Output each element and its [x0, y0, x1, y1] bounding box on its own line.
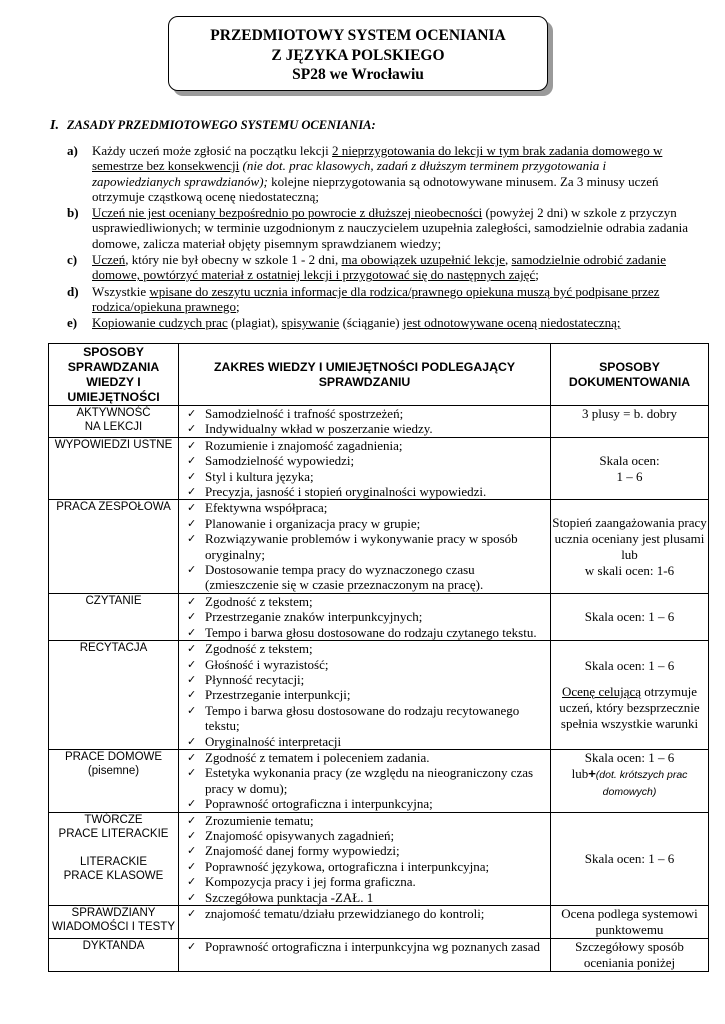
documentation-underlined: Ocenę celującą [562, 684, 642, 700]
title-line-1: PRZEDMIOTOWY SYSTEM OCENIANIA [210, 27, 506, 44]
check-icon: ✓ [187, 563, 197, 577]
check-icon: ✓ [187, 454, 197, 468]
row-category [49, 906, 179, 939]
check-icon: ✓ [187, 734, 197, 748]
criteria-text: Efektywna współpraca; [205, 500, 328, 516]
row-category [49, 939, 179, 972]
criteria-item [179, 516, 546, 531]
rule-letter: e) [67, 315, 78, 331]
criteria-text: Zgodność z tematem i poleceniem zadania. [205, 749, 430, 765]
check-icon: ✓ [187, 657, 197, 671]
row-documentation [551, 641, 709, 750]
check-icon: ✓ [187, 813, 197, 827]
criteria-text: Płynność recytacji; [205, 671, 305, 687]
criteria-text: Znajomość opisywanych zagadnień; [205, 827, 395, 843]
criteria-list [179, 641, 550, 749]
criteria-text: Rozwiązywanie problemów i wykonywanie pracy w sposób oryginalny; [205, 531, 518, 562]
row-criteria [179, 500, 551, 593]
plus-sign: + [588, 765, 596, 781]
category-label: PRACE KLASOWE [63, 869, 164, 882]
criteria-text: Przestrzeganie interpunkcji; [205, 687, 351, 703]
check-icon: ✓ [187, 940, 197, 953]
category-label: DYKTANDA [82, 940, 145, 952]
rule-text: (ściąganie) [339, 315, 403, 331]
row-criteria [179, 939, 551, 972]
criteria-item [179, 438, 546, 453]
rule-b [67, 205, 692, 251]
documentation-text: Skala ocen: 1 – 6 [584, 658, 675, 674]
criteria-item [179, 609, 546, 624]
rule-text: (plagiat), [227, 315, 282, 331]
rule-letter: a) [67, 143, 78, 158]
criteria-list [179, 500, 550, 592]
category-label: RECYTACJA [79, 642, 148, 655]
rules-list [67, 143, 692, 332]
criteria-text: Kompozycja pracy i jej forma graficzna. [205, 874, 416, 890]
check-icon: ✓ [187, 625, 197, 639]
rule-text-italic: (nie dot. prac klasowych, zadań z dłuższym terminem przygotowania i zapowiedzianych sprawdzianów); [92, 158, 607, 189]
row-category [49, 437, 179, 500]
rule-letter: c) [67, 252, 78, 268]
criteria-list [179, 406, 550, 437]
criteria-text: Rozumienie i znajomość zagadnienia; [205, 437, 403, 453]
rule-e [67, 315, 692, 330]
documentation-text: otrzymuje uczeń, który bezsprzecznie spełnia wszystkie warunki [559, 684, 700, 732]
criteria-item [179, 874, 546, 889]
criteria-text: Tempo i barwa głosu dostosowane do rodzaju czytanego tekstu. [205, 624, 537, 640]
criteria-text: Indywidualny wkład w poszerzanie wiedzy. [205, 421, 433, 437]
criteria-text: Poprawność ortograficzna i interpunkcyjna wg poznanych zasad [205, 939, 540, 954]
check-icon: ✓ [187, 766, 197, 780]
check-icon: ✓ [187, 703, 197, 717]
category-label: SPRAWDZIANY [71, 907, 156, 919]
category-label: LITERACKIE [79, 855, 148, 868]
rule-text-underlined: Kopiowanie cudzych prac [92, 315, 228, 331]
table-row [49, 812, 709, 905]
title-line-2: Z JĘZYKA POLSKIEGO [271, 46, 445, 64]
documentation-text: Skala ocen: 1 – 6 [584, 608, 675, 624]
criteria-text: Zgodność z tekstem; [205, 641, 313, 657]
criteria-text: Zgodność z tekstem; [205, 593, 313, 609]
criteria-text: Poprawność językowa, ortograficzna i interpunkcyjna; [205, 858, 490, 874]
document-title-box [168, 16, 548, 91]
criteria-item [179, 939, 546, 954]
category-label: TWÓRCZE [84, 813, 143, 826]
criteria-text: Planowanie i organizacja pracy w grupie; [205, 515, 421, 531]
category-label: WIADOMOŚCI I TESTY [51, 921, 176, 933]
criteria-list [179, 939, 550, 954]
criteria-item [179, 406, 546, 421]
header-scope: ZAKRES WIEDZY I UMIEJĘTNOŚCI PODLEGAJĄCY SPRAWDZANIU [179, 344, 551, 406]
check-icon: ✓ [187, 844, 197, 858]
row-criteria [179, 406, 551, 438]
criteria-list [179, 813, 550, 905]
criteria-text: Poprawność ortograficzna i interpunkcyjna; [205, 796, 433, 812]
check-icon: ✓ [187, 516, 197, 530]
check-icon: ✓ [187, 672, 197, 686]
rule-text: ; [236, 298, 240, 314]
documentation-text: Skala ocen: [599, 452, 660, 468]
rule-text: , [504, 252, 512, 268]
rule-text-underlined: spisywanie [281, 315, 340, 331]
criteria-item [179, 500, 546, 515]
row-documentation [551, 939, 709, 972]
table-row [49, 641, 709, 750]
rule-text: , który nie był obecny w szkole 1 - 2 dni, [125, 252, 342, 268]
category-label: PRACE LITERACKIE [58, 827, 169, 840]
section-number: I. [50, 118, 59, 133]
criteria-item [179, 421, 546, 436]
check-icon: ✓ [187, 469, 197, 483]
rule-text-underlined: jest odnotowywane oceną niedostateczną; [402, 315, 621, 331]
row-category [49, 406, 179, 438]
criteria-list [179, 438, 550, 500]
criteria-text: Szczegółowa punktacja -ZAŁ. 1 [205, 889, 374, 905]
table-row [49, 437, 709, 500]
table-row [49, 939, 709, 972]
criteria-text: Samodzielność wypowiedzi; [205, 453, 355, 469]
row-documentation [551, 906, 709, 939]
rule-c [67, 252, 692, 283]
table-row [49, 906, 709, 939]
rule-text: ; [535, 267, 539, 283]
row-criteria [179, 749, 551, 812]
criteria-item [179, 484, 546, 499]
category-label: WYPOWIEDZI USTNE [54, 438, 173, 451]
criteria-item [179, 813, 546, 828]
rule-text: Wszystkie [92, 283, 150, 299]
criteria-text: Estetyka wykonania pracy (ze względu na nieograniczony czas pracy w domu); [205, 765, 534, 796]
check-icon: ✓ [187, 610, 197, 624]
table-body [49, 406, 709, 972]
check-icon: ✓ [187, 859, 197, 873]
criteria-text: znajomość tematu/działu przewidzianego do kontroli; [205, 906, 485, 921]
row-criteria [179, 906, 551, 939]
criteria-text: Styl i kultura języka; [205, 468, 314, 484]
row-criteria [179, 641, 551, 750]
criteria-text: Głośność i wyrazistość; [205, 656, 329, 672]
check-icon: ✓ [187, 422, 197, 436]
category-label: PRACE DOMOWE [64, 750, 163, 763]
rule-a [67, 143, 692, 204]
criteria-text: Zrozumienie tematu; [205, 812, 314, 828]
rule-text-underlined: 2 nieprzygotowania do lekcji w tym brak zadania domowego w semestrze bez konsekwencji [92, 143, 663, 174]
documentation-text: 1 – 6 [616, 468, 643, 484]
check-icon: ✓ [187, 797, 197, 811]
rule-text-underlined: Uczeń nie jest oceniany bezpośrednio po powrocie z dłuższej nieobecności [92, 205, 483, 221]
criteria-item [179, 765, 546, 796]
criteria-item [179, 657, 546, 672]
row-criteria [179, 437, 551, 500]
check-icon: ✓ [187, 407, 197, 420]
criteria-list [179, 906, 550, 921]
criteria-text: Dostosowanie tempa pracy do wyznaczonego czasu (zmieszczenie się w czasie przeznaczonym na pracę). [205, 562, 484, 593]
criteria-item [179, 594, 546, 609]
table-row [49, 749, 709, 812]
rule-text-underlined: ma obowiązek uzupełnić lekcje [341, 252, 505, 268]
table-row [49, 406, 709, 438]
criteria-item [179, 843, 546, 858]
criteria-item [179, 906, 546, 921]
documentation-text: w skali ocen: 1-6 [584, 562, 675, 578]
section-title: ZASADY PRZEDMIOTOWEGO SYSTEMU OCENIANIA: [66, 118, 376, 132]
table-row [49, 593, 709, 640]
rule-text: (powyżej 2 dni) w szkole z przyczyn usprawiedliwionych; w terminie uzgodnionym z nauczycielem uzupełnia zaległości, samodzielnie odrabia zadania domowe, zalicza materiał objęty pisemnym sprawdzianem wiedzy; [92, 205, 688, 251]
row-documentation [551, 812, 709, 905]
criteria-text: Oryginalność interpretacji [205, 733, 342, 749]
criteria-item [179, 672, 546, 687]
category-label: CZYTANIE [85, 594, 142, 607]
criteria-item [179, 687, 546, 702]
documentation-note [551, 684, 708, 732]
criteria-text: Znajomość danej formy wypowiedzi; [205, 843, 400, 859]
row-documentation [551, 593, 709, 640]
check-icon: ✓ [187, 501, 197, 515]
check-icon: ✓ [187, 485, 197, 499]
documentation-text: 3 plusy = b. dobry [581, 406, 678, 421]
row-documentation [551, 437, 709, 500]
category-label: AKTYWNOŚĆ [76, 407, 151, 419]
row-category [49, 812, 179, 905]
rule-text-underlined: wpisane do zeszytu ucznia informacje dla rodzica/prawnego opiekuna muszą być podpisane przez rodzica/opiekuna prawnego [92, 283, 660, 314]
criteria-text: Precyzja, jasność i stopień oryginalności wypowiedzi. [205, 484, 487, 500]
table-row [49, 500, 709, 593]
rule-letter: b) [67, 205, 79, 221]
section-heading [50, 118, 376, 134]
row-category [49, 641, 179, 750]
check-icon: ✓ [187, 438, 197, 452]
criteria-list [179, 750, 550, 812]
check-icon: ✓ [187, 890, 197, 904]
check-icon: ✓ [187, 828, 197, 842]
documentation-note: (dot. krótszych prac domowych) [595, 768, 688, 798]
row-category [49, 500, 179, 593]
criteria-item [179, 734, 546, 749]
check-icon: ✓ [187, 532, 197, 546]
check-icon: ✓ [187, 907, 197, 920]
documentation-text: Stopień zaangażowania pracy ucznia oceniany jest plusami lub [552, 514, 707, 562]
check-icon: ✓ [187, 594, 197, 608]
documentation-text: lub [571, 765, 589, 781]
assessment-table [48, 343, 709, 972]
row-documentation [551, 500, 709, 593]
check-icon: ✓ [187, 750, 197, 764]
criteria-item [179, 531, 546, 562]
criteria-item [179, 625, 546, 640]
criteria-item [179, 828, 546, 843]
criteria-item [179, 750, 546, 765]
header-documentation: SPOSOBY DOKUMENTOWANIA [551, 344, 709, 406]
criteria-item [179, 859, 546, 874]
category-label: NA LEKCJI [84, 421, 143, 433]
criteria-item [179, 890, 546, 905]
criteria-text: Przestrzeganie znaków interpunkcyjnych; [205, 609, 423, 625]
check-icon: ✓ [187, 875, 197, 889]
row-documentation [551, 406, 709, 438]
criteria-item [179, 562, 546, 593]
rule-text: kolejne nieprzygotowania są odnotowywane minusem. Za 3 minusy uczeń otrzymuje cząstkową ocenę niedostateczną; [92, 173, 659, 204]
criteria-text: Tempo i barwa głosu dostosowane do rodzaju recytowanego tekstu; [205, 702, 520, 734]
rule-text: Każdy uczeń może zgłosić na początku lekcji [92, 143, 333, 158]
rule-d [67, 284, 692, 315]
title-line-3: SP28 we Wrocławiu [292, 66, 424, 83]
row-category [49, 749, 179, 812]
check-icon: ✓ [187, 688, 197, 702]
documentation-text: Skala ocen: 1 – 6 [584, 850, 675, 866]
check-icon: ✓ [187, 642, 197, 656]
header-methods: SPOSOBY SPRAWDZANIA WIEDZY I UMIEJĘTNOŚCI [49, 344, 179, 406]
criteria-item [179, 469, 546, 484]
documentation-text: Szczegółowy sposób oceniania poniżej [575, 939, 684, 970]
documentation-text: Skala ocen: 1 – 6 [584, 749, 675, 765]
row-documentation [551, 749, 709, 812]
rule-text-underlined: samodzielnie odrobić zadanie domowe, powtórzyć materiał z ostatniej lekcji i przygotować się do następnych zajęć [92, 252, 666, 283]
row-category [49, 593, 179, 640]
criteria-item [179, 453, 546, 468]
table-header-row [49, 344, 709, 406]
rule-text-underlined: Uczeń [92, 252, 126, 268]
category-label: PRACA ZESPOŁOWA [56, 501, 171, 514]
rule-letter: d) [67, 283, 79, 299]
criteria-text: Samodzielność i trafność spostrzeżeń; [205, 406, 404, 421]
category-label: (pisemne) [87, 764, 140, 777]
documentation-text: Ocena podlega systemowi punktowemu [561, 906, 698, 937]
criteria-item [179, 641, 546, 656]
criteria-item [179, 703, 546, 734]
row-criteria [179, 593, 551, 640]
row-criteria [179, 812, 551, 905]
criteria-item [179, 796, 546, 811]
criteria-list [179, 594, 550, 640]
